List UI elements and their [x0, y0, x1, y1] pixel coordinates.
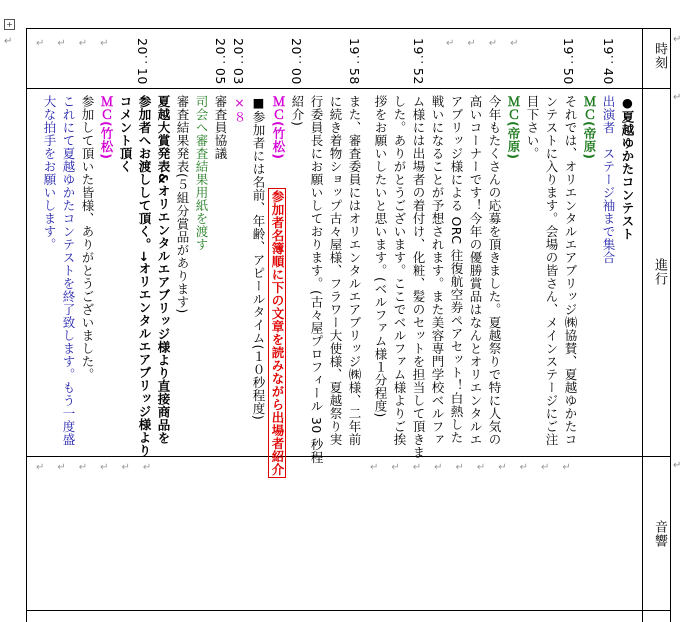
- table-right-border: [670, 28, 671, 622]
- header-progress: 進行: [652, 258, 667, 286]
- hand-result-sheet: 司会へ審査結果用紙を渡す: [194, 95, 209, 251]
- return-marks-sound: ↵↵↵↵↵↵: [36, 462, 165, 473]
- closing-line-3: 大な拍手をお願いします。: [42, 95, 57, 251]
- table-left-border: [26, 28, 27, 622]
- time-19-52: 19：52: [411, 38, 426, 85]
- closing-line-1: 参加して頂いた皆様、ありがとうございました。: [80, 95, 95, 381]
- time-19-50: 19：50: [561, 38, 576, 85]
- mc-matsu-label-2: ＭＣ(竹松): [99, 95, 114, 160]
- return-mark: ↵: [4, 36, 13, 47]
- times-eight: ×８: [232, 95, 247, 124]
- entrant-intro-instruction: 参加者名簿順に下の文章を読みながら出場者紹介: [270, 190, 285, 476]
- script-line-3a: また、審査委員にはオリエンタルエアブリッジ㈱様、二年前: [347, 95, 362, 446]
- script-line-3b: に続き着物ショップ古々屋様、フラワー大使様、夏越祭り実: [328, 95, 343, 446]
- table-top-border: [26, 28, 671, 29]
- judging-note: 審査員協議: [213, 95, 228, 160]
- row-divider-progress: [26, 456, 671, 457]
- award-line-3: コメント頂く: [118, 95, 133, 173]
- return-mark: ↵: [673, 92, 682, 103]
- contest-title: ●夏越ゆかたコンテスト: [620, 95, 635, 241]
- return-marks-time: ↵↵↵↵: [36, 38, 122, 49]
- script-line-3c: 行委員長にお願いしております。(古々屋プロフィール 30 秒程: [309, 95, 324, 465]
- script-line-2f: した。ありがとうございます。ここでベルファム様よりご挨: [392, 95, 407, 446]
- script-line-1b: ンテストに入ります。会場の皆さん、メインステージにご注: [544, 95, 559, 446]
- row-divider-sound: [26, 610, 671, 611]
- closing-line-2: これにて夏越ゆかたコンテストを終了致します。もう一度盛: [61, 95, 76, 446]
- script-line-3d: 紹介): [290, 95, 305, 127]
- time-20-03: 20：03: [231, 38, 246, 85]
- header-time: 時刻: [652, 42, 667, 70]
- result-announce: 審査結果発表(５組分賞品があります): [175, 95, 190, 314]
- award-line-1: 夏越大賞発表&オリエンタルエアブリッジ様より直接商品を: [156, 95, 171, 445]
- script-line-2e: ム様には出場者の着付け、化粧、髪のセットを担当して頂きま: [411, 95, 426, 459]
- table-move-handle-icon[interactable]: +: [4, 19, 15, 30]
- return-mark: ↵: [673, 460, 682, 471]
- performers-note: 出演者 ステージ袖まで集合: [601, 95, 616, 264]
- script-line-2d: 戦いになることが予想されます。また美容専門学校ベルファ: [430, 95, 445, 446]
- mc-matsu-label-1: ＭＣ(竹松): [271, 95, 286, 160]
- return-marks-sound: ↵↵↵↵↵↵↵↵↵↵: [370, 462, 584, 473]
- script-line-2g: 拶をお願いしたいと思います。(ベルファム様１分程度): [373, 95, 388, 418]
- table-header-divider: [642, 28, 643, 622]
- header-sound: 音響: [652, 520, 667, 548]
- return-mark: ↵: [673, 34, 682, 45]
- script-line-1a: それでは、オリエンタルエアブリッジ㈱協賛、夏越ゆかたコ: [563, 95, 578, 446]
- time-19-58: 19：58: [347, 38, 362, 85]
- script-line-2a: 今年もたくさんの応募を頂きました。夏越祭りで特に人気の: [487, 95, 502, 446]
- entrant-info: ■参加者には名前、年齢、アピールタイム(１０秒程度): [251, 95, 266, 421]
- return-marks-time: ↵↵↵↵: [446, 38, 532, 49]
- script-line-2b: 高いコーナーです！今年の優勝賞品はなんとオリエンタルエ: [468, 95, 483, 446]
- award-line-2: 参加者へお渡しして頂く。→オリエンタルエアブリッジ様より: [137, 95, 152, 457]
- script-line-2c: アブリッジ様による ORC 往復航空券ペアセット！白熱した: [449, 95, 464, 445]
- time-19-40: 19：40: [601, 38, 616, 85]
- time-20-00: 20：00: [289, 38, 304, 85]
- time-20-05: 20：05: [213, 38, 228, 85]
- script-line-1c: 目下さい。: [525, 95, 540, 160]
- time-20-10: 20：10: [135, 38, 150, 85]
- mc-hara-label-1: ＭＣ(帝原): [582, 95, 597, 160]
- mc-hara-label-2: ＭＣ(帝原): [506, 95, 521, 160]
- row-divider-time: [26, 88, 671, 89]
